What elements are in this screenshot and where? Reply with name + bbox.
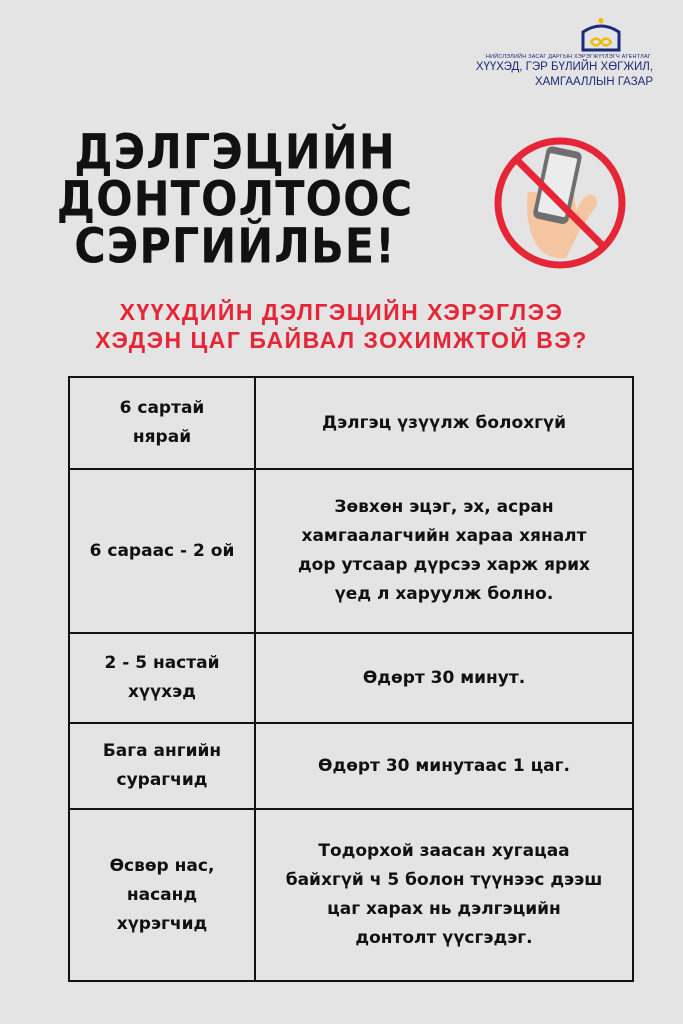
table-row [69, 469, 633, 633]
rule-cell-line: Дэлгэц үзүүлж болохгүй [321, 412, 567, 433]
rule-cell [255, 377, 633, 469]
rule-cell [255, 633, 633, 723]
title-line-1: ДЭЛГЭЦИЙН [74, 124, 396, 181]
rule-cell-line: Өдөрт 30 минутаас 1 цаг. [318, 755, 570, 776]
table-row [69, 723, 633, 809]
table-row [69, 809, 633, 981]
age-cell [69, 633, 255, 723]
age-cell-line: 2 - 5 настай [104, 653, 220, 673]
agency-logo [453, 18, 653, 90]
org-name-line-2: ХАМГААЛЛЫН ГАЗАР [534, 76, 653, 88]
no-phone-icon [484, 132, 636, 274]
screen-time-table [68, 376, 634, 982]
age-cell-line: насанд [126, 884, 198, 905]
rule-cell [255, 723, 633, 809]
age-cell [69, 469, 255, 633]
title-line-2: ДОНТОЛТООС [56, 171, 414, 228]
age-cell-line: хүүхэд [128, 682, 196, 702]
rule-cell-line: үед л харуулж болно. [334, 584, 554, 604]
title-line-3: СЭРГИЙЛЬЕ! [74, 218, 396, 275]
age-cell [69, 723, 255, 809]
table-row [69, 377, 633, 469]
rule-cell [255, 809, 633, 981]
rule-cell-line: дор утсаар дүрсээ харж ярих [297, 555, 591, 575]
agency-emblem-icon [579, 18, 623, 52]
page-title [40, 124, 430, 275]
age-cell-line: Өсвөр нас, [109, 855, 215, 876]
table-row [69, 633, 633, 723]
rule-cell-line: Зөвхөн эцэг, эх, асран [334, 497, 554, 517]
age-cell [69, 377, 255, 469]
subtitle [0, 298, 683, 354]
age-cell-line: сурагчид [116, 770, 208, 790]
rule-cell-line: цаг харах нь дэлгэцийн [327, 899, 561, 919]
age-cell-line: 6 сараас - 2 ой [89, 540, 235, 561]
subtitle-line-2: ХЭДЭН ЦАГ БАЙВАЛ ЗОХИМЖТОЙ ВЭ? [95, 327, 588, 353]
age-cell-line: хүрэгчид [116, 913, 208, 934]
rule-cell [255, 469, 633, 633]
age-cell-line: нярай [132, 427, 192, 447]
org-small-line: НИЙСЛЭЛИЙН ЗАСАГ ДАРГЫН ХЭРЭГЖҮҮЛЭГЧ АГЕНТЛАГ [485, 54, 651, 60]
rule-cell-line: хамгаалагчийн хараа хяналт [301, 526, 587, 546]
org-name-line-1: ХҮҮХЭД, ГЭР БҮЛИЙН ХӨГЖИЛ, [475, 61, 653, 73]
rule-cell-line: донтолт үүсгэдэг. [355, 928, 533, 948]
age-cell [69, 809, 255, 981]
rule-cell-line: Тодорхой заасан хугацаа [318, 841, 570, 861]
rule-cell-line: Өдөрт 30 минут. [362, 667, 526, 688]
rule-cell-line: байхгүй ч 5 болон түүнээс дээш [285, 870, 603, 890]
age-cell-line: Бага ангийн [102, 741, 222, 761]
age-cell-line: 6 сартай [119, 398, 205, 418]
subtitle-line-1: ХҮҮХДИЙН ДЭЛГЭЦИЙН ХЭРЭГЛЭЭ [119, 299, 564, 325]
